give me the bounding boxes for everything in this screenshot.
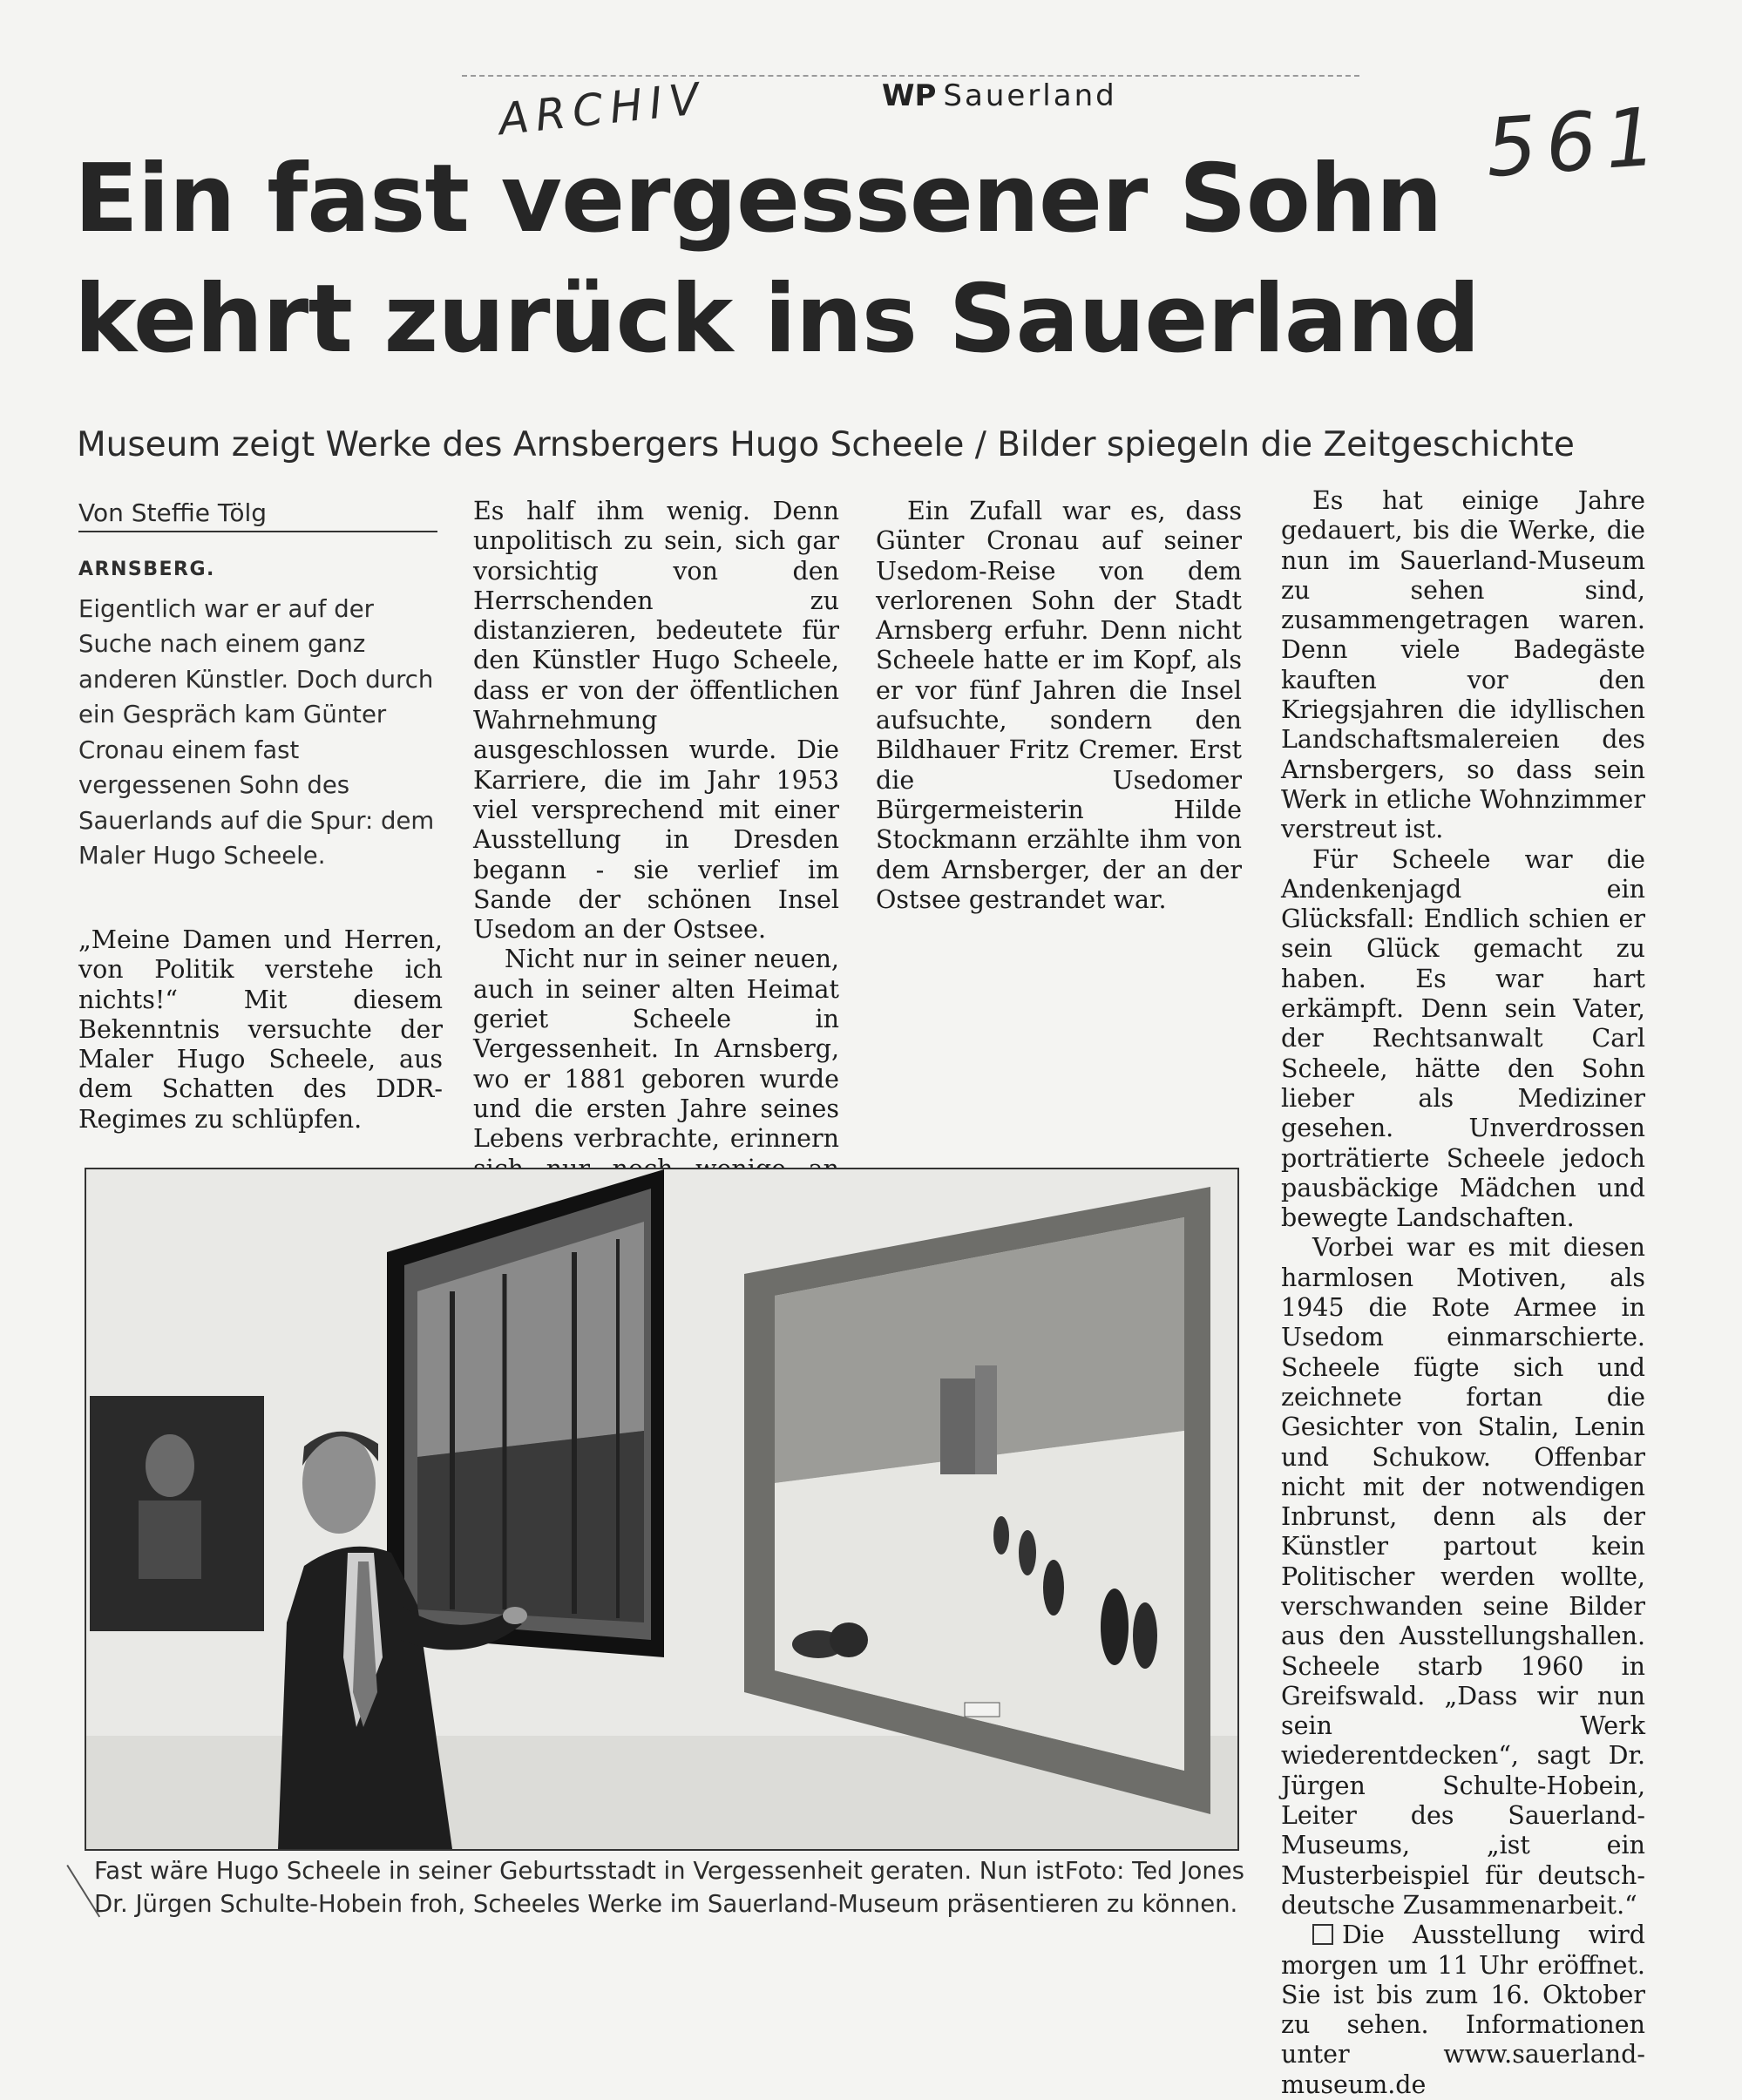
top-dashed-rule [462, 75, 1359, 77]
headline-line-1: Ein fast vergessener Sohn [74, 145, 1442, 254]
article-photo [85, 1168, 1239, 1851]
forest-painting [387, 1169, 664, 1657]
lead-text: Eigentlich war er auf der Suche nach einem ganz anderen Künstler. Doch durch ein Gespräch kam Günter Cronau einem fast vergessenen Sohn des Sauerlands auf die Spur: dem Maler Hugo Scheele. [78, 594, 435, 870]
body-column-1 [78, 925, 443, 1135]
handwritten-archive-note: ARCHIV [496, 72, 708, 146]
article-headline [74, 139, 1556, 380]
article-subheadline: Museum zeigt Werke des Arnsbergers Hugo Scheele / Bilder spiegeln die Zeitgeschichte [77, 425, 1575, 464]
photo-credit: Foto: Ted Jones [1064, 1857, 1244, 1885]
body-paragraph-7: Vorbei war es mit diesen harmlosen Motiven, als 1945 die Rote Armee in Usedom einmarschierte. Scheele fügte sich und zeichnete fortan die Gesichter von Stalin, Lenin und Schukow. Offenbar nicht mit der notwendigen Inbrunst, denn als der Künstler partout kein Politischer werden wollte, verschwanden seine Bilder aus den Ausstellungshallen. Scheele starb 1960 in Greifswald. „Dass wir nun sein Werk wiederentdecken“, sagt Dr. Jürgen Schulte-Hobein, Leiter des Sauerland-Museums, „ist ein Musterbeispiel für deutsch-deutsche Zusammenarbeit.“ [1281, 1233, 1645, 1920]
end-box-icon [1312, 1924, 1333, 1945]
article-byline: Von Steffie Tölg [78, 498, 437, 532]
headline-line-2: kehrt zurück ins Sauerland [74, 265, 1480, 374]
body-paragraph-5: Es hat einige Jahre gedauert, bis die Werke, die nun im Sauerland-Museum zu sehen sind, zusammengetragen waren. Denn viele Badegäste kauften vor den Kriegsjahren die idyllischen Landschaftsmalereien des Arnsbergers, so dass sein Werk in etliche Wohnzimmer verstreut ist. [1281, 486, 1645, 844]
body-paragraph-2: Es half ihm wenig. Denn unpolitisch zu sein, sich gar vorsichtig von den Herrschenden zu distanzieren, bedeutete für den Künstler Hugo Scheele, dass er von der öffentlichen Wahrnehmung ausgeschlossen wurde. Die Karriere, die im Jahr 1953 viel versprechend mit einer Ausstellung in Dresden begann - sie verlief im Sande der schönen Insel Usedom an der Ostsee. [473, 497, 839, 945]
body-column-3 [876, 497, 1242, 915]
handwritten-number-note: 561 [1482, 89, 1669, 196]
photo-caption-text: Fast wäre Hugo Scheele in seiner Geburtsstadt in Vergessenheit geraten. Nun ist Dr. Jürgen Schulte-Hobein froh, Scheeles Werke im Sauerland-Museum präsentieren zu können. [94, 1857, 1238, 1918]
lead-paragraph [78, 552, 437, 874]
body-paragraph-3: Nicht nur in seiner neuen, auch in seiner alten Heimat geriet Scheele in Vergessenheit. In Arnsberg, wo er 1881 geboren wurde und die ersten Jahre seines Lebens verbrachte, erinnern [473, 945, 839, 1154]
newspaper-source-label [882, 78, 1117, 113]
body-paragraph-8 [1281, 1920, 1645, 2100]
newspaper-logo: WP [882, 78, 937, 113]
dateline: ARNSBERG. [78, 559, 215, 580]
newspaper-region: Sauerland [943, 78, 1117, 113]
body-paragraph-4: Ein Zufall war es, dass Günter Cronau auf seiner Usedom-Reise von dem verlorenen Sohn der Stadt Arnsberg erfuhr. Denn nicht Scheele hatte er im Kopf, als er vor fünf Jahren die Insel aufsuchte, sondern den Bildhauer Fritz Cremer. Erst die Usedomer Bürgermeisterin Hilde Stockmann erzählte ihm von dem Arnsberger, der an der Ostsee gestrandet war. [876, 497, 1242, 914]
body-paragraph-6: Für Scheele war die Andenkenjagd ein Glücksfall: Endlich schien er sein Glück gemacht zu haben. Es war hart erkämpft. Denn sein Vater, der Rechtsanwalt Carl Scheele, hätte den Sohn lieber als Mediziner gesehen. Unverdrossen porträtierte Scheele jedoch pausbäckige Mädchen und bewegte Landschaften. [1281, 844, 1645, 1233]
photo-illustration [86, 1169, 1237, 1849]
photo-caption [94, 1854, 1253, 1920]
exhibition-info-text: Die Ausstellung wird morgen um 11 Uhr eröffnet. Sie ist bis zum 16. Oktober zu sehen. Informationen unter www.sauerland-museum.de [1281, 1920, 1645, 2099]
body-paragraph-1: „Meine Damen und Herren, von Politik verstehe ich nichts!“ Mit diesem Bekenntnis versuchte der Maler Hugo Scheele, aus dem Schatten des DDR-Regimes zu schlüpfen. [78, 925, 443, 1134]
body-column-4 [1281, 486, 1645, 2100]
portrait-painting [90, 1396, 264, 1631]
